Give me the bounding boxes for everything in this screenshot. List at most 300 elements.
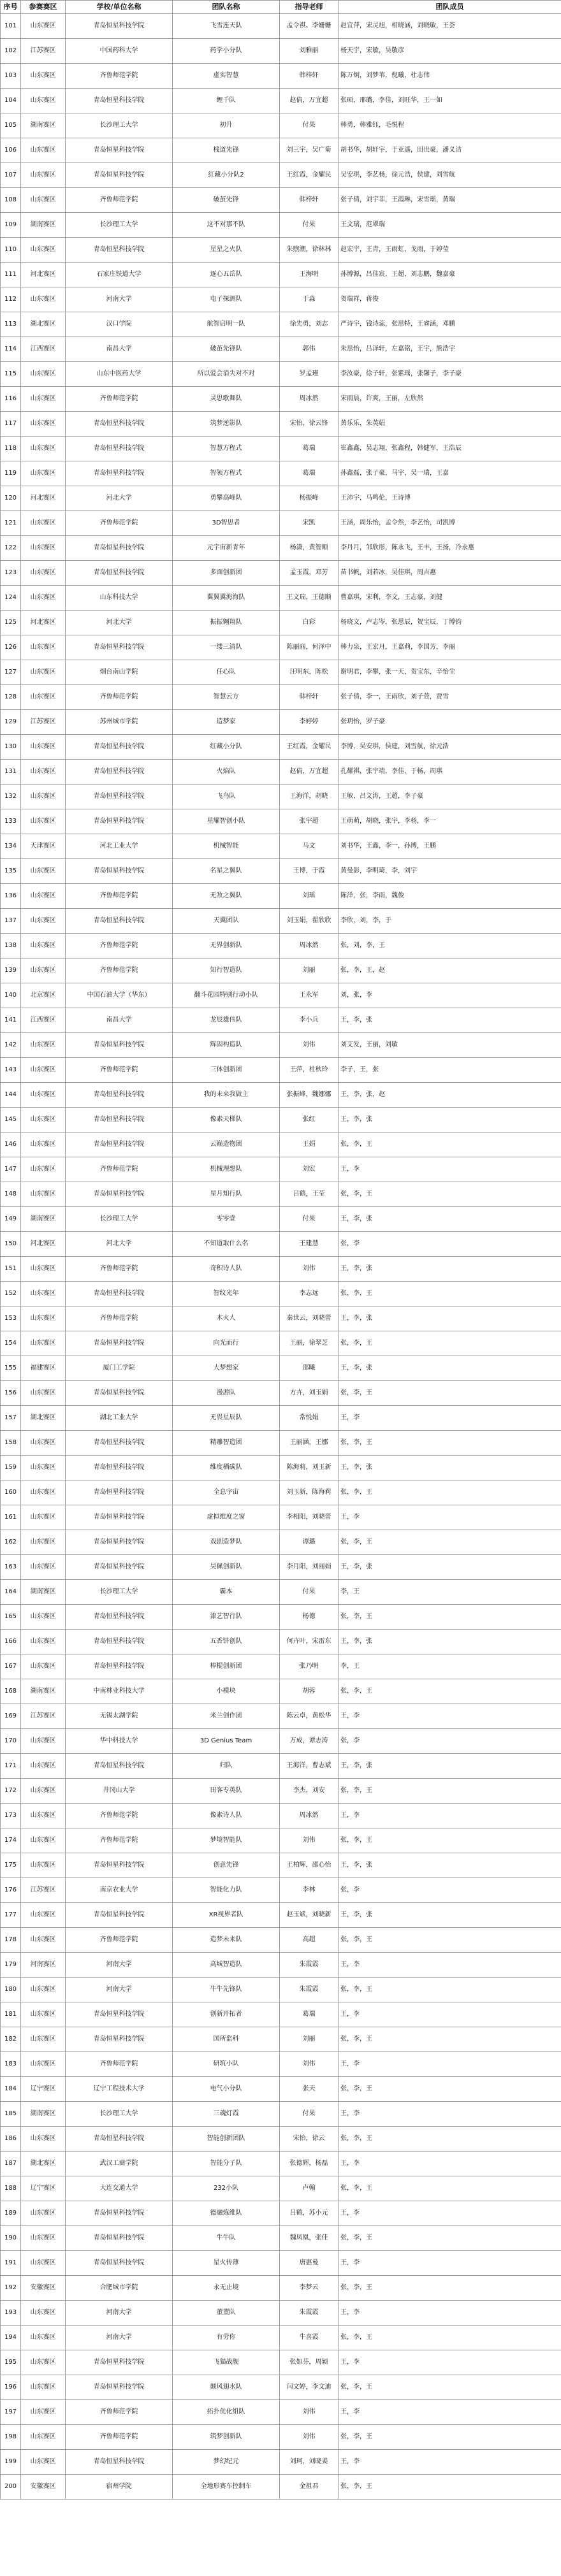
table-row [1, 660, 561, 685]
cell-advisor: 付果 [280, 2102, 339, 2127]
cell-region: 山东赛区 [21, 660, 66, 685]
cell-members: 贺瑞祥，蒋俊 [339, 287, 561, 312]
cell-index: 174 [1, 1828, 21, 1853]
cell-members: 陈万炯，刘梦苇，倪曦，杜志伟 [339, 64, 561, 89]
cell-region: 山东赛区 [21, 412, 66, 437]
table-row [1, 2350, 561, 2375]
cell-school: 青岛恒星科技学院 [66, 1456, 173, 1480]
cell-school: 宿州学院 [66, 2475, 173, 2500]
cell-team: 像素诗人队 [173, 1804, 280, 1828]
cell-members: 严诗宇，钱诗蕊，张思特，王睿涵，邓鹏 [339, 312, 561, 337]
cell-index: 124 [1, 586, 21, 611]
table-row [1, 1257, 561, 1282]
cell-members: 王，李，张 [339, 1008, 561, 1033]
cell-team: 振振翱翔队 [173, 611, 280, 635]
cell-advisor: 高超 [280, 1928, 339, 1953]
table-row [1, 2450, 561, 2475]
cell-index: 148 [1, 1182, 21, 1207]
cell-region: 山东赛区 [21, 1555, 66, 1580]
cell-index: 103 [1, 64, 21, 89]
table-body [1, 14, 561, 2500]
cell-advisor: 付果 [280, 113, 339, 138]
cell-advisor: 邵曦 [280, 1356, 339, 1381]
cell-index: 121 [1, 511, 21, 536]
cell-members: 王，李 [339, 1953, 561, 1978]
cell-advisor: 韩梓轩 [280, 188, 339, 213]
cell-members: 王，李，张 [339, 1257, 561, 1282]
cell-school: 青岛恒星科技学院 [66, 785, 173, 809]
cell-region: 山东赛区 [21, 760, 66, 785]
table-row [1, 2052, 561, 2077]
cell-members: 吴安琪，李艺杨，徐元浩，侯建，刘雪航 [339, 163, 561, 188]
table-row [1, 1804, 561, 1828]
cell-school: 齐鲁师范学院 [66, 2052, 173, 2077]
cell-school: 青岛恒星科技学院 [66, 1630, 173, 1654]
table-row [1, 263, 561, 287]
cell-advisor: 刘伟 [280, 2052, 339, 2077]
cell-school: 青岛恒星科技学院 [66, 1654, 173, 1679]
cell-school: 青岛恒星科技学院 [66, 2127, 173, 2152]
table-row [1, 536, 561, 561]
cell-region: 山东赛区 [21, 89, 66, 113]
cell-advisor: 万成，谭志涛 [280, 1729, 339, 1754]
table-row [1, 735, 561, 760]
cell-region: 山东赛区 [21, 1654, 66, 1679]
table-row [1, 2375, 561, 2400]
cell-advisor: 葛瑞 [280, 461, 339, 486]
cell-region: 山东赛区 [21, 1530, 66, 1555]
cell-region: 北京赛区 [21, 983, 66, 1008]
cell-advisor: 陈海莉，刘玉新 [280, 1456, 339, 1480]
cell-index: 109 [1, 213, 21, 238]
cell-index: 168 [1, 1679, 21, 1704]
cell-index: 114 [1, 337, 21, 362]
cell-members: 杨天宇，宋敏，吴敬彦 [339, 39, 561, 64]
cell-school: 青岛恒星科技学院 [66, 1381, 173, 1406]
cell-region: 山东赛区 [21, 2127, 66, 2152]
cell-index: 113 [1, 312, 21, 337]
cell-region: 山东赛区 [21, 1804, 66, 1828]
cell-team: 飞猫战舰 [173, 2350, 280, 2375]
cell-members: 张，李，王 [339, 1331, 561, 1356]
table-row [1, 113, 561, 138]
cell-members: 李博，吴安琪，侯建，刘雪航，徐元浩 [339, 735, 561, 760]
cell-school: 青岛恒星科技学院 [66, 412, 173, 437]
cell-school: 齐鲁师范学院 [66, 188, 173, 213]
table-row [1, 909, 561, 934]
cell-members: 张，李，王 [339, 1182, 561, 1207]
cell-advisor: 卢翰 [280, 2176, 339, 2201]
cell-region: 山东赛区 [21, 1381, 66, 1406]
cell-advisor: 朱霞霞 [280, 1953, 339, 1978]
cell-team: 颠风翅水队 [173, 2375, 280, 2400]
table-row [1, 611, 561, 635]
cell-school: 齐鲁师范学院 [66, 64, 173, 89]
cell-team: 造梦未来队 [173, 1928, 280, 1953]
cell-members: 王，李 [339, 1157, 561, 1182]
cell-members: 张子倩，李一，王雨欣，刘子萱，贾雪 [339, 685, 561, 710]
cell-index: 153 [1, 1306, 21, 1331]
cell-team: 多面创新团 [173, 561, 280, 586]
cell-members: 张玥怡，罗子豪 [339, 710, 561, 735]
cell-index: 156 [1, 1381, 21, 1406]
cell-team: 拓扑优化组队 [173, 2400, 280, 2425]
cell-index: 180 [1, 1978, 21, 2002]
table-row [1, 188, 561, 213]
cell-school: 中国药科大学 [66, 39, 173, 64]
cell-members: 朱思怡，吕泽轩，左嘉铭，王宇，熊浩宇 [339, 337, 561, 362]
cell-school: 烟台南山学院 [66, 660, 173, 685]
cell-advisor: 李相阳，刘晓蕾 [280, 1505, 339, 1530]
table-row [1, 412, 561, 437]
cell-members: 苗书帆，刘若冰，吴佳琪，周吉惠 [339, 561, 561, 586]
cell-index: 195 [1, 2350, 21, 2375]
cell-advisor: 张德辉，杨磊 [280, 2152, 339, 2176]
cell-index: 159 [1, 1456, 21, 1480]
cell-members: 张，李，王 [339, 1431, 561, 1456]
cell-region: 山东赛区 [21, 362, 66, 387]
cell-members: 王，李，张 [339, 1306, 561, 1331]
cell-team: 筑梦逆影队 [173, 412, 280, 437]
table-row [1, 785, 561, 809]
cell-region: 山东赛区 [21, 561, 66, 586]
table-row [1, 1555, 561, 1580]
header-index: 序号 [1, 1, 21, 14]
cell-region: 山东赛区 [21, 1182, 66, 1207]
cell-region: 天津赛区 [21, 834, 66, 859]
table-row [1, 2027, 561, 2052]
cell-members: 王文瑞，范翠瑞 [339, 213, 561, 238]
cell-school: 青岛恒星科技学院 [66, 1182, 173, 1207]
cell-team: 3D Genius Team [173, 1729, 280, 1754]
cell-region: 山东赛区 [21, 138, 66, 163]
cell-members: 张，李，王 [339, 2425, 561, 2450]
cell-members: 孔耀祺，张宇靖，李佳，于畅，周琪 [339, 760, 561, 785]
cell-members: 李欣，刘，李，于 [339, 909, 561, 934]
cell-school: 长沙理工大学 [66, 1580, 173, 1605]
cell-index: 158 [1, 1431, 21, 1456]
cell-school: 青岛恒星科技学院 [66, 1033, 173, 1058]
cell-advisor: 陈云卓，黄松华 [280, 1704, 339, 1729]
header-region: 参赛赛区 [21, 1, 66, 14]
table-row [1, 2276, 561, 2301]
cell-team: 漆艺智行队 [173, 1605, 280, 1630]
cell-team: 任心队 [173, 660, 280, 685]
cell-region: 山东赛区 [21, 2450, 66, 2475]
cell-team: 创新开拓者 [173, 2002, 280, 2027]
cell-advisor: 王红霞，金耀民 [280, 163, 339, 188]
cell-members: 李，王 [339, 1580, 561, 1605]
cell-advisor: 吕鹤，王莹 [280, 1182, 339, 1207]
cell-index: 125 [1, 611, 21, 635]
cell-index: 200 [1, 2475, 21, 2500]
cell-team: 五香饼创队 [173, 1630, 280, 1654]
table-row [1, 337, 561, 362]
cell-index: 155 [1, 1356, 21, 1381]
cell-school: 青岛恒星科技学院 [66, 1555, 173, 1580]
cell-school: 青岛恒星科技学院 [66, 760, 173, 785]
table-row [1, 685, 561, 710]
cell-school: 青岛恒星科技学院 [66, 14, 173, 39]
cell-school: 青岛恒星科技学院 [66, 1605, 173, 1630]
cell-region: 山东赛区 [21, 2226, 66, 2251]
cell-advisor: 宋怡，徐云锋 [280, 412, 339, 437]
table-row [1, 387, 561, 412]
cell-school: 青岛恒星科技学院 [66, 859, 173, 884]
table-row [1, 163, 561, 188]
cell-index: 188 [1, 2176, 21, 2201]
table-row [1, 586, 561, 611]
cell-region: 山东赛区 [21, 1630, 66, 1654]
cell-region: 江西赛区 [21, 337, 66, 362]
cell-index: 138 [1, 934, 21, 959]
cell-team: 无畏星辰队 [173, 1406, 280, 1431]
cell-region: 河北赛区 [21, 486, 66, 511]
cell-members: 王，李 [339, 1704, 561, 1729]
table-row [1, 64, 561, 89]
cell-index: 101 [1, 14, 21, 39]
cell-index: 172 [1, 1779, 21, 1804]
cell-region: 山东赛区 [21, 586, 66, 611]
cell-region: 山东赛区 [21, 685, 66, 710]
cell-team: 航智启明一队 [173, 312, 280, 337]
table-row [1, 1928, 561, 1953]
cell-school: 无锡太湖学院 [66, 1704, 173, 1729]
table-row [1, 238, 561, 263]
cell-school: 齐鲁师范学院 [66, 1928, 173, 1953]
cell-team: 辉固构造队 [173, 1033, 280, 1058]
cell-members: 王，李，张 [339, 1903, 561, 1928]
cell-members: 张，李，王 [339, 1132, 561, 1157]
cell-members: 张，李，王 [339, 1928, 561, 1953]
table-row [1, 2002, 561, 2027]
cell-school: 长沙理工大学 [66, 1207, 173, 1232]
cell-advisor: 李志远 [280, 1282, 339, 1306]
cell-school: 青岛恒星科技学院 [66, 1132, 173, 1157]
cell-team: 归队 [173, 1754, 280, 1779]
cell-school: 河南大学 [66, 287, 173, 312]
cell-members: 王，李 [339, 1804, 561, 1828]
table-row [1, 1306, 561, 1331]
cell-members: 胡书华，胡轩宇，于亚遥，田世豪，潘义洁 [339, 138, 561, 163]
table-row [1, 1605, 561, 1630]
cell-school: 苏州城市学院 [66, 710, 173, 735]
cell-region: 江苏赛区 [21, 710, 66, 735]
cell-team: 不知道取什么名 [173, 1232, 280, 1257]
cell-advisor: 刘伟 [280, 2400, 339, 2425]
cell-members: 王，李 [339, 2152, 561, 2176]
cell-advisor: 李小兵 [280, 1008, 339, 1033]
cell-region: 山东赛区 [21, 1853, 66, 1878]
table-row [1, 1679, 561, 1704]
cell-members: 曹嘉琪，宋利，李文，王志豪，刘健 [339, 586, 561, 611]
table-row [1, 2301, 561, 2326]
cell-advisor: 王萍，杜秋玲 [280, 1058, 339, 1083]
cell-school: 河北大学 [66, 611, 173, 635]
cell-members: 张，李，王 [339, 2027, 561, 2052]
table-row [1, 1207, 561, 1232]
cell-advisor: 朱霞霞 [280, 1978, 339, 2002]
cell-school: 石家庄铁道大学 [66, 263, 173, 287]
cell-school: 辽宁工程技术大学 [66, 2077, 173, 2102]
cell-school: 青岛恒星科技学院 [66, 2226, 173, 2251]
cell-school: 青岛恒星科技学院 [66, 909, 173, 934]
cell-school: 青岛恒星科技学院 [66, 1083, 173, 1108]
cell-school: 南京农业大学 [66, 1878, 173, 1903]
cell-members: 王，李 [339, 2450, 561, 2475]
cell-school: 河北大学 [66, 1232, 173, 1257]
cell-index: 122 [1, 536, 21, 561]
cell-advisor: 刘伟 [280, 2425, 339, 2450]
table-row [1, 561, 561, 586]
cell-members: 张，李，王 [339, 1530, 561, 1555]
table-row [1, 1157, 561, 1182]
cell-team: 鲤千队 [173, 89, 280, 113]
cell-school: 青岛恒星科技学院 [66, 461, 173, 486]
cell-members: 张，刘，李，王 [339, 934, 561, 959]
table-header-row [1, 1, 561, 14]
cell-advisor: 周冰然 [280, 387, 339, 412]
cell-members: 刘艾发，王丽，刘敏 [339, 1033, 561, 1058]
table-row [1, 1108, 561, 1132]
cell-members: 孙博源，吕佳宸，王超，刘志鹏，魏嘉豪 [339, 263, 561, 287]
cell-index: 151 [1, 1257, 21, 1282]
cell-school: 长沙理工大学 [66, 213, 173, 238]
table-row [1, 461, 561, 486]
cell-advisor: 刘玉新，陈海莉 [280, 1480, 339, 1505]
cell-advisor: 刘三宇，吴广菊 [280, 138, 339, 163]
cell-members: 张，李，王 [339, 1605, 561, 1630]
header-team: 团队名称 [173, 1, 280, 14]
cell-advisor: 马文 [280, 834, 339, 859]
cell-members: 张，李，王 [339, 1381, 561, 1406]
cell-index: 161 [1, 1505, 21, 1530]
cell-index: 194 [1, 2326, 21, 2350]
cell-index: 166 [1, 1630, 21, 1654]
cell-members: 韩力泉，王宏月，王嘉莉，李国芳，李丽 [339, 635, 561, 660]
cell-region: 山东赛区 [21, 14, 66, 39]
cell-index: 160 [1, 1480, 21, 1505]
cell-members: 王，李，张 [339, 1630, 561, 1654]
cell-team: 牛牛先锋队 [173, 1978, 280, 2002]
cell-team: 3D智思者 [173, 511, 280, 536]
cell-team: 董董队 [173, 2301, 280, 2326]
cell-advisor: 韩梓轩 [280, 64, 339, 89]
cell-index: 112 [1, 287, 21, 312]
cell-index: 190 [1, 2226, 21, 2251]
table-row [1, 2226, 561, 2251]
cell-school: 齐鲁师范学院 [66, 934, 173, 959]
cell-team: 我的未来我做主 [173, 1083, 280, 1108]
cell-school: 青岛恒星科技学院 [66, 1431, 173, 1456]
cell-members: 张，李，王 [339, 2475, 561, 2500]
cell-school: 中国石油大学（华东） [66, 983, 173, 1008]
cell-index: 131 [1, 760, 21, 785]
cell-advisor: 王永军 [280, 983, 339, 1008]
cell-team: 药学小分队 [173, 39, 280, 64]
cell-team: 星星之火队 [173, 238, 280, 263]
cell-index: 182 [1, 2027, 21, 2052]
cell-advisor: 朱霞霞 [280, 2301, 339, 2326]
cell-index: 191 [1, 2251, 21, 2276]
cell-region: 山东赛区 [21, 163, 66, 188]
cell-region: 山东赛区 [21, 1306, 66, 1331]
cell-team: 米兰创作团 [173, 1704, 280, 1729]
cell-index: 199 [1, 2450, 21, 2475]
cell-region: 山东赛区 [21, 959, 66, 983]
cell-school: 青岛恒星科技学院 [66, 2375, 173, 2400]
cell-region: 山东赛区 [21, 785, 66, 809]
cell-advisor: 刘瑶 [280, 884, 339, 909]
cell-team: 飞鸟队 [173, 785, 280, 809]
cell-members: 刘书华，王鑫，李一，孙博，王鹏 [339, 834, 561, 859]
cell-region: 山东赛区 [21, 64, 66, 89]
cell-region: 山东赛区 [21, 1505, 66, 1530]
table-row [1, 2251, 561, 2276]
cell-advisor: 王海洋，胡晓 [280, 785, 339, 809]
cell-school: 齐鲁师范学院 [66, 387, 173, 412]
cell-school: 山东科技大学 [66, 586, 173, 611]
cell-index: 177 [1, 1903, 21, 1928]
cell-index: 116 [1, 387, 21, 412]
cell-advisor: 李林 [280, 1878, 339, 1903]
cell-region: 山东赛区 [21, 1132, 66, 1157]
cell-region: 山东赛区 [21, 287, 66, 312]
cell-team: 星耀智创小队 [173, 809, 280, 834]
cell-team: 天翼团队 [173, 909, 280, 934]
cell-school: 青岛恒星科技学院 [66, 2002, 173, 2027]
table-row [1, 312, 561, 337]
cell-members: 崔鑫鑫，吴志翔，张鑫程，韩健军，王浩辰 [339, 437, 561, 461]
cell-members: 杨晓文，卢志岑，张思辰，贺宝辰，丁博钧 [339, 611, 561, 635]
cell-advisor: 刘伟 [280, 1828, 339, 1853]
table-row [1, 138, 561, 163]
table-row [1, 14, 561, 39]
cell-members: 张，李，王 [339, 1978, 561, 2002]
cell-members: 宋雨晨，许爽，王丽，左欣然 [339, 387, 561, 412]
cell-region: 山东赛区 [21, 1033, 66, 1058]
cell-region: 山东赛区 [21, 1480, 66, 1505]
cell-index: 135 [1, 859, 21, 884]
cell-index: 152 [1, 1282, 21, 1306]
cell-school: 齐鲁师范学院 [66, 884, 173, 909]
cell-advisor: 李杰，刘安 [280, 1779, 339, 1804]
cell-advisor: 刘宏 [280, 1157, 339, 1182]
cell-region: 河北赛区 [21, 1232, 66, 1257]
cell-school: 河南大学 [66, 1953, 173, 1978]
cell-index: 167 [1, 1654, 21, 1679]
cell-members: 王沛宇，马鸣伦，王诗博 [339, 486, 561, 511]
cell-advisor: 王柏辉，邵心怡 [280, 1853, 339, 1878]
cell-team: 无敌之翼队 [173, 884, 280, 909]
cell-region: 江苏赛区 [21, 39, 66, 64]
cell-region: 山东赛区 [21, 2201, 66, 2226]
cell-region: 湖南赛区 [21, 2102, 66, 2127]
cell-index: 127 [1, 660, 21, 685]
cell-advisor: 周冰然 [280, 934, 339, 959]
cell-team: 向光而行 [173, 1331, 280, 1356]
cell-school: 青岛恒星科技学院 [66, 1331, 173, 1356]
cell-advisor: 张振峰，魏娜娜 [280, 1083, 339, 1108]
table-row [1, 2127, 561, 2152]
cell-members: 王，李，张 [339, 1356, 561, 1381]
cell-advisor: 徐先勇，刘志 [280, 312, 339, 337]
cell-advisor: 赵玉斌，刘晓新 [280, 1903, 339, 1928]
cell-members: 王，李 [339, 1406, 561, 1431]
cell-school: 齐鲁师范学院 [66, 685, 173, 710]
cell-members: 张，李，王 [339, 2127, 561, 2152]
cell-advisor: 付果 [280, 1580, 339, 1605]
